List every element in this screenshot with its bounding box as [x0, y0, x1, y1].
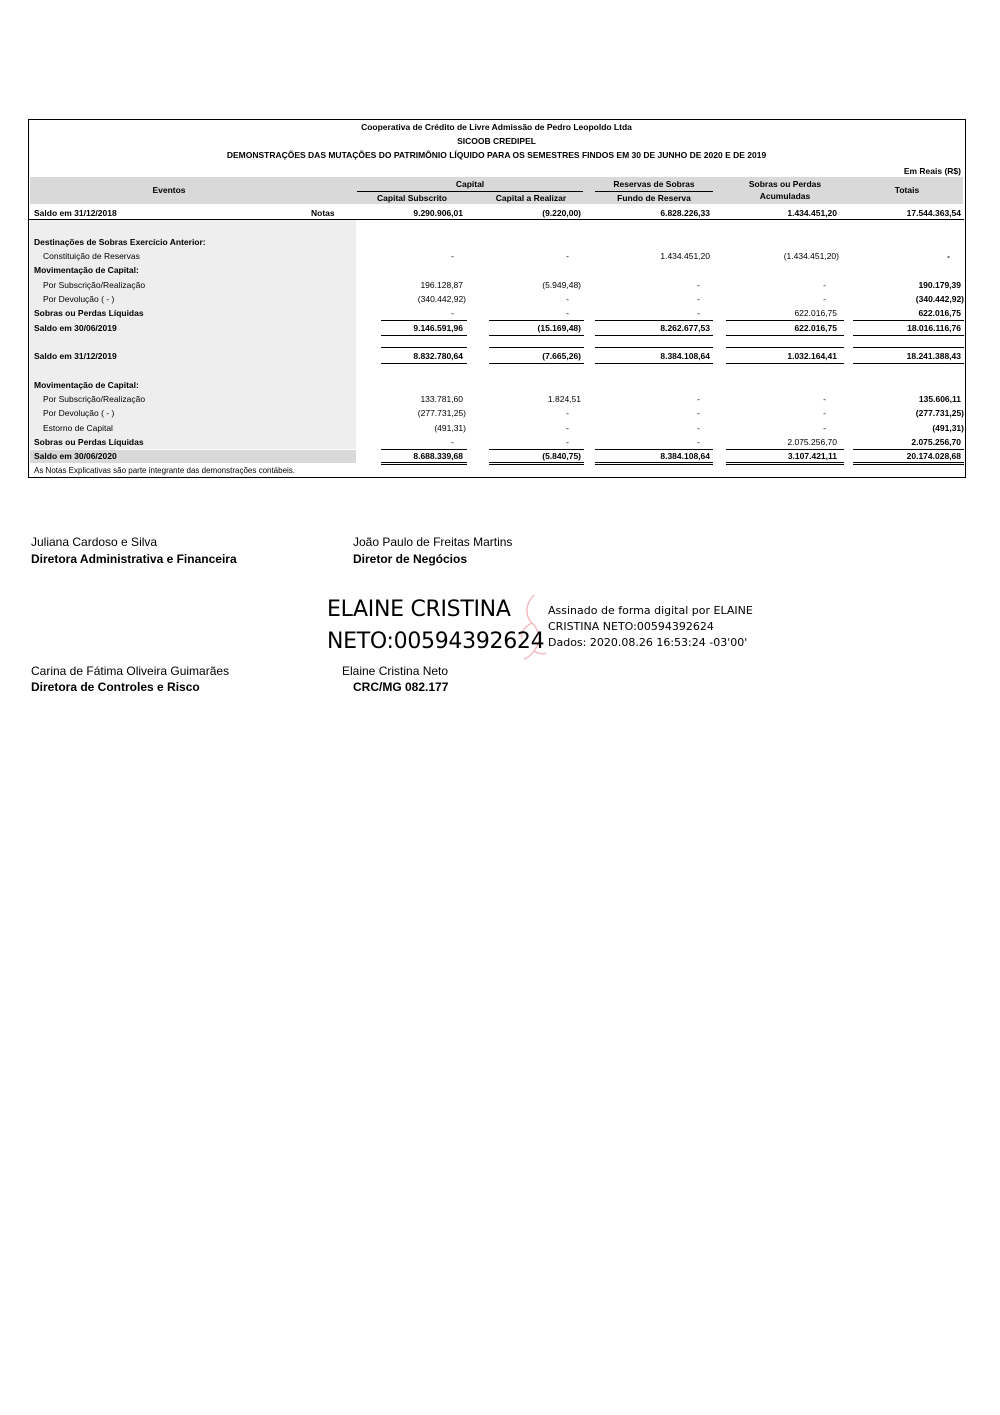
currency-note: Em Reais (R$) [903, 166, 961, 176]
section-label: Movimentação de Capital: [34, 380, 139, 390]
brand-name: SICOOB CREDIPEL [457, 136, 536, 146]
row-label: Por Devolução ( - ) [43, 408, 115, 418]
statement-title: DEMONSTRAÇÕES DAS MUTAÇÕES DO PATRIMÔNIO LÍQUIDO PARA OS SEMESTRES FINDOS EM 30 DE JUNHO DE 2020 E DE 2019 [226, 150, 767, 160]
signatory-name-4: Elaine Cristina Neto [342, 664, 449, 678]
digital-signature-info-3: Dados: 2020.08.26 16:53:24 -03'00' [548, 636, 748, 649]
signatory-role-4: CRC/MG 082.177 [353, 680, 449, 694]
col-header-capital-realizar: Capital a Realizar [495, 193, 567, 203]
digital-signer-line2: NETO:00594392624 [327, 629, 545, 654]
row-label: Por Devolução ( - ) [43, 294, 115, 304]
signatory-role-3: Diretora de Controles e Risco [31, 680, 200, 694]
signatory-role-1: Diretora Administrativa e Financeira [31, 552, 237, 566]
row-label: Sobras ou Perdas Líquidas [34, 437, 144, 447]
row-label: Saldo em 30/06/2019 [34, 323, 117, 333]
col-header-fundo-reserva: Fundo de Reserva [617, 193, 691, 203]
signatory-name-3: Carina de Fátima Oliveira Guimarães [31, 664, 230, 678]
digital-signature-info-2: CRISTINA NETO:00594392624 [548, 620, 714, 633]
col-header-reservas: Reservas de Sobras [613, 179, 695, 189]
col-header-capital: Capital [455, 179, 485, 189]
section-label: Movimentação de Capital: [34, 265, 139, 275]
company-name: Cooperativa de Crédito de Livre Admissão de Pedro Leopoldo Ltda [361, 122, 632, 132]
digital-signature-info-1: Assinado de forma digital por ELAINE [548, 604, 753, 617]
col-header-sobras-l1: Sobras ou Perdas [748, 179, 822, 189]
col-header-totais: Totais [894, 185, 920, 195]
col-header-sobras-l2: Acumuladas [759, 191, 811, 201]
row-label: Saldo em 31/12/2019 [34, 351, 117, 361]
row-label: Por Subscrição/Realização [43, 280, 146, 290]
row-label: Saldo em 31/12/2018 [34, 208, 117, 218]
equity-statement-table: Cooperativa de Crédito de Livre Admissão de Pedro Leopoldo Ltda SICOOB CREDIPEL DEMONSTRAÇÕES DAS MUTAÇÕES DO PATRIMÔNIO LÍQUIDO PARA OS SEMESTRES FINDOS EM 30 DE JUNHO DE 2020 E DE 2019 Em Reais (R$) Eventos Capital Capital Subscrito Capital a Realizar Reservas de Sobras Fundo de Reserva Sobras ou Perdas Acumuladas Totais Saldo em 31/12/2018 Notas 9.290.906,01 (9.220,00) 6.828.226,33 1.434.451,20 17.544.363,54 Destinações de Sobras Exercício Anterior: Constituição de Reservas - - 1.434.451,20 (1.434.451,20) - Movimentação de Capital: Por Subscrição/Realização 196.128,87 (5.949,48) - - 190.179,39 Por Devolução ( - ) (340.442,92) - - - (340.442,92) Sobras ou Perdas Líquidas - - - 622.016,75 622.016,75 Saldo em 30/06/2019 9.146.591,96 (15.169,48) 8.262.677,53 622.016,75 18.016.116,76 Saldo em 31/12/2019 8.832.780,64 (7.665,26) 8.384.108,64 1.032.164,41 18.241.388,43 Movimentação de Capital: Por Subscrição/Realização 133.781,60 1.824,51 - - 135.606,11 Por Devolução ( - ) (277.731,25) - - - (277.731,25) Estorno de Capital (491,31) - - - (491,31) Sobras ou Perdas Líquidas - - - 2.075.256,70 2.075.256,70 Saldo em 30/06/2020 8.688.339,68 (5.840,75) 8.384.108,64 3.107.421,11 20.174.028,68 As Notas Explicativas são parte integrante das demonstrações contábeis. [28, 119, 966, 478]
signatory-name-1: Juliana Cardoso e Silva [31, 535, 158, 549]
section-label: Destinações de Sobras Exercício Anterior: [34, 237, 206, 247]
row-label: Estorno de Capital [43, 423, 113, 433]
row-label: Por Subscrição/Realização [43, 394, 146, 404]
digital-signer-line1: ELAINE CRISTINA [327, 597, 511, 622]
row-label: Saldo em 30/06/2020 [34, 451, 117, 461]
row-label: Constituição de Reservas [43, 251, 140, 261]
col-header-eventos: Eventos [152, 185, 186, 195]
notas-label: Notas [311, 208, 335, 218]
signatory-role-2: Diretor de Negócios [353, 552, 468, 566]
footnote: As Notas Explicativas são parte integrante das demonstrações contábeis. [34, 466, 296, 475]
signatory-name-2: João Paulo de Freitas Martins [353, 535, 513, 549]
col-header-capital-subscrito: Capital Subscrito [377, 193, 447, 203]
row-label: Sobras ou Perdas Líquidas [34, 308, 144, 318]
